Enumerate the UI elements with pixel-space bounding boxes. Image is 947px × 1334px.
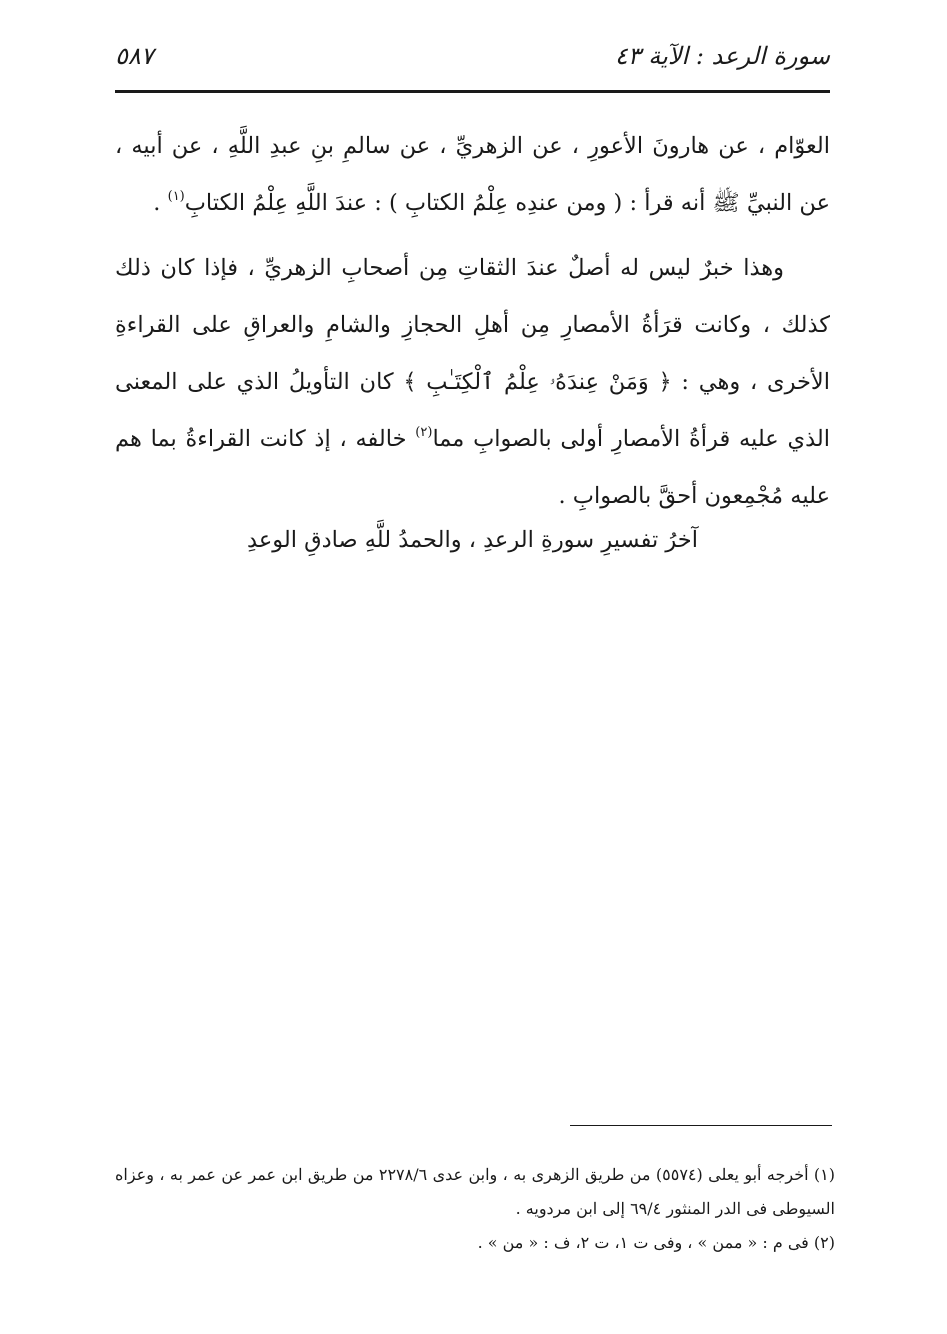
page-header	[115, 38, 830, 88]
footnote: (١) أخرجه أبو يعلى (٥٥٧٤) من طريق الزهرى به ، وابن عدى ٢٢٧٨/٦ من طريق ابن عمر عن عمر به ، وعزاه السيوطى فى الدر المنثور ٦٩/٤ إلى ابن مردويه .	[115, 1165, 836, 1218]
footnote-ref: (٢)	[415, 425, 433, 440]
paragraph	[115, 240, 830, 525]
paragraph	[115, 118, 830, 232]
header-rule	[115, 90, 830, 93]
paragraph-text: العوّام ، عن هارونَ الأعورِ ، عن الزهريِّ ، عن سالمِ بنِ عبدِ اللَّهِ ، عن أبيه ، عن النبيِّ ﷺ أنه قرأ : ( ومن عندِه عِلْمُ الكتابِ ) : عندَ اللَّهِ عِلْمُ الكتابِ	[115, 133, 830, 216]
footnote-ref: (١)	[167, 189, 185, 204]
main-text	[115, 118, 830, 525]
footnote: (٢) فى م : « ممن » ، وفى ت ١، ت ٢، ف : « من » .	[477, 1233, 835, 1252]
paragraph-text: وهذا خبرٌ ليس له أصلٌ عندَ الثقاتِ مِن أصحابِ الزهريِّ ، فإذا كان ذلك كذلك ، وكانت قرَأةُ الأمصارِ مِن أهلِ الحجازِ والشامِ والعراقِ على القراءةِ الأخرى ، وهي : ﴿ وَمَنْ عِندَهُۥ عِلْمُ ٱلْكِتَـٰبِ ﴾ كان التأويلُ الذي على المعنى الذي عليه قرأةُ الأمصارِ أولى بالصوابِ مما	[115, 255, 830, 452]
footnotes	[115, 1158, 835, 1260]
page-number: ٥٨٧	[115, 42, 154, 70]
running-title: سورة الرعد : الآية ٤٣	[614, 42, 830, 70]
footnote-rule	[570, 1125, 832, 1126]
paragraph-text: .	[153, 190, 168, 216]
paragraph-text: خالفه ، إذ كانت القراءةُ بما هم عليه مُجْمِعون أحقَّ بالصوابِ .	[115, 426, 830, 509]
closing-line: آخرُ تفسيرِ سورةِ الرعدِ ، والحمدُ للَّهِ صادقِ الوعدِ	[247, 527, 698, 553]
